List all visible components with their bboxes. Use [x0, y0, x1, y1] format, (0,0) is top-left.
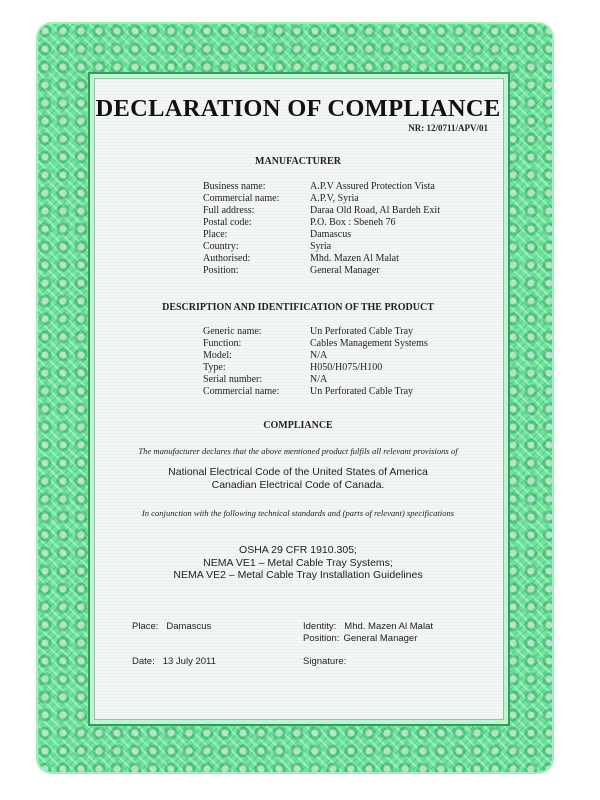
detail-value: Cables Management Systems: [310, 338, 428, 349]
detail-row: [203, 362, 428, 374]
detail-value: Un Perforated Cable Tray: [310, 326, 414, 337]
conjunction-statement: In conjunction with the following technical standards and (parts of relevant) specifications: [141, 508, 455, 518]
declaration-statement: The manufacturer declares that the above mentioned product fulfils all relevant provisions of: [138, 446, 458, 456]
product-heading: DESCRIPTION AND IDENTIFICATION OF THE PRODUCT: [162, 302, 434, 313]
detail-value: N/A: [310, 350, 328, 361]
manufacturer-heading: MANUFACTURER: [255, 156, 341, 167]
detail-row: [203, 386, 428, 398]
detail-value: P.O. Box : Sbeneh 76: [310, 217, 396, 228]
detail-row: [203, 241, 440, 253]
technical-standards: [94, 544, 502, 582]
manufacturer-details: [203, 181, 440, 277]
place-field: [132, 621, 211, 633]
detail-label: Type:: [203, 362, 226, 373]
detail-row: [203, 374, 428, 386]
detail-row: [203, 217, 440, 229]
place-value: Damascus: [166, 621, 212, 632]
detail-row: [203, 265, 440, 277]
document-title: DECLARATION OF COMPLIANCE: [95, 95, 501, 122]
detail-label: Business name:: [203, 181, 266, 192]
detail-value: Daraa Old Road, Al Bardeh Exit: [310, 205, 440, 216]
detail-value: Syria: [310, 241, 332, 252]
detail-row: [203, 205, 440, 217]
detail-row: [203, 193, 440, 205]
detail-label: Model:: [203, 350, 232, 361]
detail-value: H050/H075/H100: [310, 362, 383, 373]
signature-field: [303, 656, 346, 668]
detail-label: Function:: [203, 338, 242, 349]
detail-value: A.P.V, Syria: [310, 193, 359, 204]
identity-field: [303, 621, 433, 645]
standard-line: NEMA VE1 – Metal Cable Tray Systems;: [203, 556, 393, 569]
detail-label: Place:: [203, 229, 228, 240]
position-value: General Manager: [343, 633, 418, 644]
detail-value: N/A: [310, 374, 328, 385]
detail-label: Full address:: [203, 205, 255, 216]
detail-row: [203, 350, 428, 362]
detail-label: Commercial name:: [203, 386, 280, 397]
identity-label: Identity:: [303, 621, 337, 632]
detail-row: [203, 229, 440, 241]
product-details: [203, 326, 428, 398]
detail-label: Postal code:: [203, 217, 252, 228]
code-line: National Electrical Code of the United States of America: [168, 466, 428, 478]
detail-value: Mhd. Mazen Al Malat: [310, 253, 399, 264]
detail-label: Authorised:: [203, 253, 251, 264]
detail-label: Country:: [203, 241, 239, 252]
compliance-heading: COMPLIANCE: [263, 420, 333, 431]
detail-value: Damascus: [310, 229, 352, 240]
electrical-codes: [94, 466, 502, 491]
detail-label: Position:: [203, 265, 239, 276]
detail-row: [203, 326, 428, 338]
date-value: 13 July 2011: [162, 656, 216, 667]
detail-row: [203, 181, 440, 193]
date-label: Date:: [132, 656, 155, 667]
detail-label: Commercial name:: [203, 193, 280, 204]
position-label: Position:: [303, 633, 340, 644]
reference-number: NR: 12/0711/APV/01: [408, 123, 488, 133]
date-field: [132, 656, 216, 668]
identity-value: Mhd. Mazen Al Malat: [344, 621, 433, 632]
code-line: Canadian Electrical Code of Canada.: [211, 478, 385, 491]
detail-label: Generic name:: [203, 326, 262, 337]
detail-row: [203, 338, 428, 350]
detail-value: General Manager: [310, 265, 380, 276]
place-label: Place:: [132, 621, 159, 632]
detail-row: [203, 253, 440, 265]
standard-line: OSHA 29 CFR 1910.305;: [239, 544, 357, 556]
signature-label: Signature:: [303, 656, 347, 667]
detail-value: Un Perforated Cable Tray: [310, 386, 414, 397]
detail-label: Serial number:: [203, 374, 263, 385]
standard-line: NEMA VE2 – Metal Cable Tray Installation Guidelines: [173, 569, 423, 581]
detail-value: A.P.V Assured Protection Vista: [310, 181, 435, 192]
